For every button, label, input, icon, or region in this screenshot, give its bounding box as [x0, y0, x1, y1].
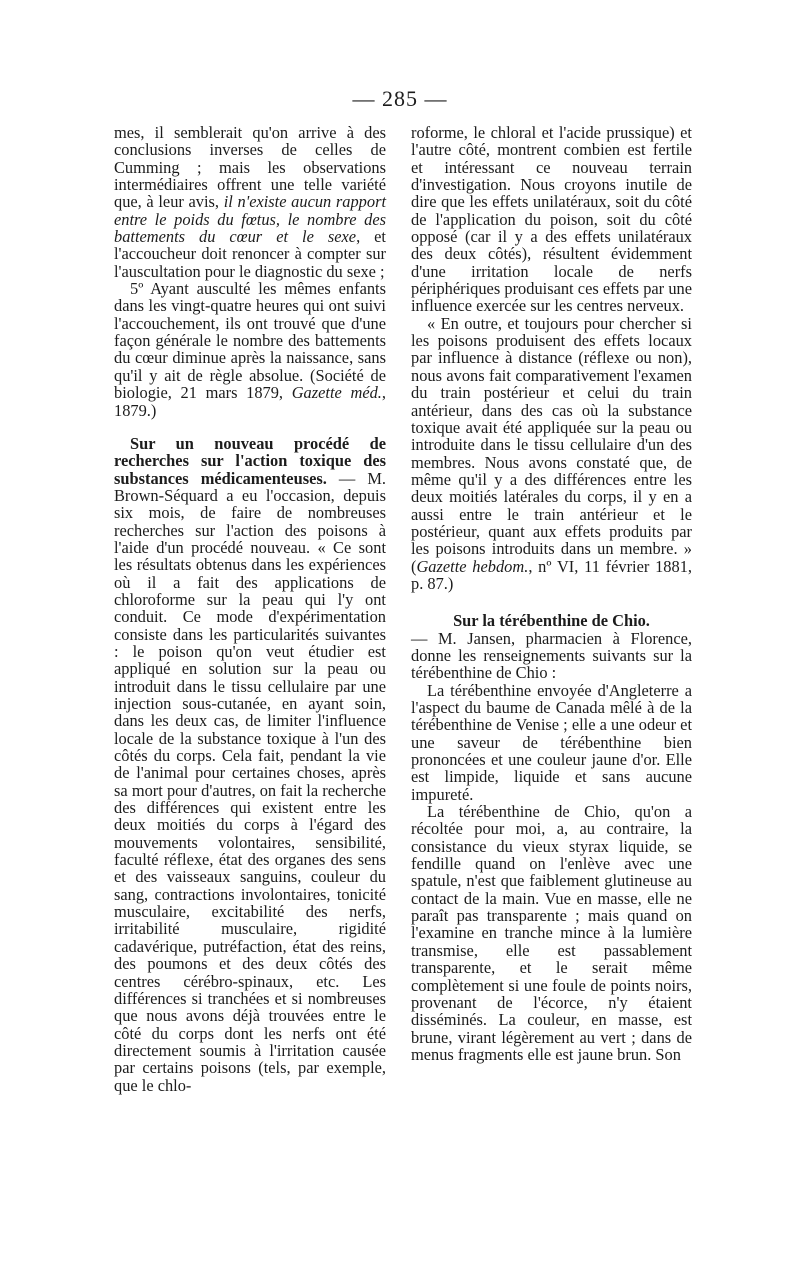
right-column	[411, 124, 692, 1063]
article-title: Sur un nouveau procédé de recherches sur l'action toxique des substances médicamenteuses.	[114, 433, 386, 488]
paragraph-continuation: roforme, le chloral et l'acide prussique) et l'autre côté, montrent combien est fertile et intéressant ce nouveau terrain d'investigation. Nous croyons inutile de dire que les effets unilatéraux, soit du côté de l'application du poison, soit du côté opposé (car il y a des effets unilatéraux des deux côtés), résultent évidemment d'une irritation locale de nerfs périphériques produisant ces effets par une influence exercée sur les centres nerveux.	[411, 123, 692, 316]
paragraph-jansen-intro: — M. Jansen, pharmacien à Florence, donne les renseignements suivants sur la térébenthine de Chio :	[411, 628, 692, 683]
paragraph-point-5: 5º Ayant ausculté les mêmes enfants dans les vingt-quatre heures qui ont suivi l'accouchement, ils ont trouvé que d'une façon générale le nombre des battements du cœur diminue après la naissance, sans qu'il y ait de règle absolue. (Société de biologie, 21 mars 1879, Gazette méd., 1879.)	[114, 279, 386, 420]
paragraph-chio-turpentine: La térébenthine de Chio, qu'on a récoltée pour moi, a, au contraire, la consistance du vieux styrax liquide, se fendille quand on l'enlève avec une spatule, n'est que faiblement glutineuse au contact de la main. Vue en masse, elle ne paraît pas transparente ; mais quand on l'examine en tranche mince à la lumière transmise, elle est passablement transparente, et le serait même complètement si une foule de points noirs, provenant de l'écorce, n'y étaient disséminés. La couleur, en masse, est brune, virant légèrement au vert ; dans de menus fragments elle est jaune brun. Son	[411, 802, 692, 1064]
journal-citation: Gazette méd.	[291, 383, 382, 403]
paragraph-train-comparison: « En outre, et toujours pour chercher si les poisons produisent des effets locaux par influence à distance (réflexe ou non), nous avons fait comparativement l'examen du train postérieur et celui du train antérieur, dans des cas où la substance toxique avait été appliquée sur la peau ou introduite dans le tissu cellulaire d'un des membres. Nous avons constaté que, de même qu'il y a des différences entre les deux moitiés latérales du corps, il y en a aussi entre le train antérieur et le postérieur, quant aux effets produits par les poisons introduits dans un membre. » (Gazette hebdom., nº VI, 11 février 1881, p. 87.)	[411, 313, 692, 593]
paragraph-cumming-conclusions: mes, il semblerait qu'on arrive à des conclusions inverses de celles de Cumming ; mais les observations intermédiaires offrent une telle variété que, à leur avis, il n'existe aucun rapport entre le poids du fœtus, le nombre des battements du cœur et le sexe, et l'accoucheur doit renoncer à compter sur l'auscultation pour le diagnostic du sexe ;	[114, 123, 387, 281]
article-body: — M. Brown-Séquard a eu l'occasion, depuis six mois, de faire de nombreuses recherches sur l'action des poisons à l'aide d'un procédé nouveau. « Ce sont les résultats obtenus dans les expériences où il a fait des applications de chloroforme sur la peau qui l'y ont conduit. Ce mode d'expérimentation consiste dans les particularités suivantes : le poison qu'on veut étudier est appliqué en solution sur la peau ou introduit dans le tissu cellulaire par une injection sous-cutanée, en ayant soin, dans les deux cas, de limiter l'influence locale de la substance toxique à l'un des côtés du corps. Cela fait, pendant la vie de l'animal pour certaines choses, après sa mort pour d'autres, on fait la recherche des différences qui existent entre les deux moitiés du corps à l'égard des mouvements volontaires, sensibilité, faculté réflexe, état des organes des sens et des vaisseaux sanguins, couleur du sang, contractions involontaires, tonicité musculaire, excitabilité des nerfs, irritabilité musculaire, rigidité cadavérique, putréfaction, état des reins, des poumons et des deux côtés des centres cérébro-spinaux, etc. Les différences si tranchées et si nombreuses que nous avons déjà trouvées entre le côté du corps dont les nerfs ont été directement soumis à l'irritation causée par certains poisons (tels, par exemple, que le chlo-	[114, 468, 386, 1095]
section-heading-terebenthine: Sur la térébenthine de Chio.	[453, 611, 650, 631]
page-number: — 285 —	[352, 86, 448, 111]
paragraph-english-turpentine: La térébenthine envoyée d'Angleterre a l'aspect du baume de Canada mêlé à de la térébenthine de Venise ; elle a une odeur et une saveur de térébenthine bien prononcées et une couleur jaune d'or. Elle est limpide, liquide et sans aucune impureté.	[411, 680, 692, 804]
left-column	[114, 124, 386, 1094]
article-brown-sequard	[114, 435, 386, 1094]
journal-citation: Gazette hebdom.	[416, 556, 529, 576]
italic-quote: il n'existe aucun rapport entre le poids du fœtus, le nombre des battements du cœur et le sexe	[114, 192, 387, 247]
